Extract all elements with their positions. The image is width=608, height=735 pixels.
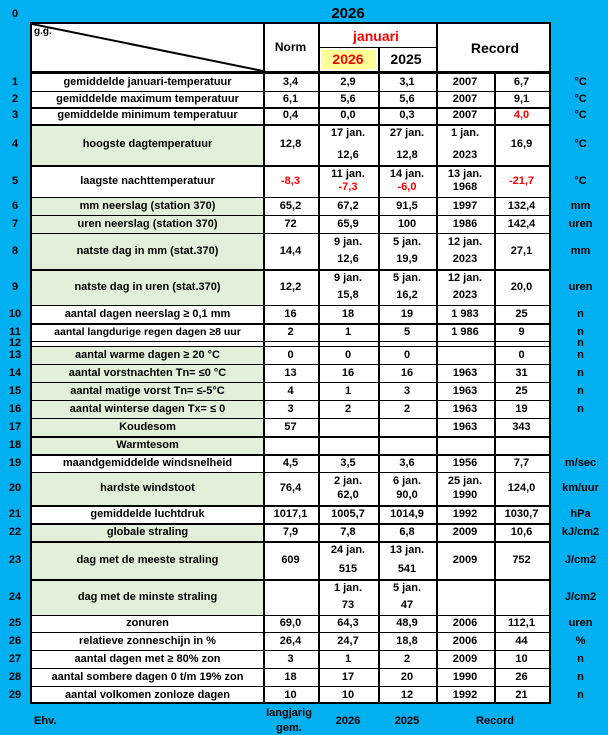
row-label: aantal matige vorst Tn= ≤-5°C (70, 384, 225, 397)
row-number: 18 (8, 438, 22, 451)
row-label: gemiddelde maximum temperatuur (56, 92, 239, 105)
cur-value: 67,2 (337, 199, 359, 212)
month-header: januari (353, 28, 399, 44)
record-value: 6,7 (513, 75, 530, 88)
row-number: 15 (8, 384, 22, 397)
cur-date: 2 jan. (333, 475, 363, 487)
record-value: 19 (515, 402, 528, 415)
row-separator (30, 197, 551, 198)
row-separator (30, 346, 551, 347)
row-separator (30, 472, 551, 473)
row-label: gemiddelde januari-temperatuur (63, 75, 232, 88)
column-separator (494, 73, 496, 704)
row-number: 4 (11, 138, 19, 150)
record-value: 9,1 (513, 92, 530, 105)
row-separator (30, 269, 551, 271)
record-year-value: 1 986 (451, 325, 479, 338)
cur-value: 1 (344, 325, 352, 338)
column-separator (436, 22, 438, 704)
cur-value: 18 (341, 307, 355, 320)
prev-value: 100 (397, 217, 417, 230)
record-year-date: 12 jan. (447, 272, 483, 284)
row-number: 13 (8, 348, 22, 361)
row-label: zonuren (126, 617, 169, 629)
cur-date: 9 jan. (333, 236, 363, 248)
record-value: 20,0 (510, 280, 533, 293)
row-number: 17 (8, 420, 22, 433)
row-label: natste dag in mm (stat.370) (76, 244, 219, 257)
cur-value: 17 (341, 670, 355, 683)
row-number: 19 (8, 456, 22, 469)
row-number: 8 (11, 244, 19, 257)
header-separator (318, 47, 436, 48)
row-label: Warmtesom (116, 438, 179, 451)
row-number: 22 (8, 525, 22, 538)
cur-value: 0,0 (340, 109, 356, 121)
prev-date: 27 jan. (389, 127, 425, 139)
prev-date: 6 jan. (392, 475, 422, 487)
record-year-value: 1963 (452, 384, 478, 397)
prev-value: 5,6 (399, 92, 415, 105)
norm-value: 4,5 (282, 456, 299, 469)
row-separator (30, 382, 551, 383)
record-year-value: 2009 (452, 652, 478, 665)
prev-value: 91,5 (396, 199, 418, 212)
unit-label: n (577, 307, 584, 320)
row-separator (30, 579, 551, 581)
prev-value: 1014,9 (390, 507, 424, 520)
row-separator (30, 686, 551, 687)
record-year-date: 12 jan. (447, 236, 483, 248)
unit-label: J/cm2 (564, 553, 597, 566)
unit-label: uren (568, 617, 593, 629)
row-label: aantal winterse dagen Tx= ≤ 0 (69, 402, 226, 415)
record-year-value: 1986 (452, 217, 478, 230)
row-number: 20 (8, 482, 22, 494)
row-label: aantal sombere dagen 0 t/m 19% zon (51, 670, 244, 683)
record-value: 31 (515, 366, 528, 379)
record-value: 4,0 (513, 109, 530, 121)
unit-label: uren (568, 280, 593, 293)
row-separator (30, 215, 551, 216)
prev-value: 2 (403, 402, 411, 415)
record-value: 1030,7 (504, 507, 539, 520)
prev-value: 0,3 (399, 109, 415, 121)
norm-value: 72 (284, 217, 297, 230)
record-value: 142,4 (507, 217, 536, 230)
row-number: 16 (8, 402, 22, 415)
prev-value: 5 (403, 325, 411, 338)
prev-value: 20 (400, 670, 414, 683)
record-year-value: 2023 (452, 149, 478, 161)
record-year-value: 1963 (452, 402, 478, 415)
prev-value: 3 (403, 384, 411, 397)
record-value: 9 (518, 325, 525, 338)
record-year-value: 1990 (452, 489, 478, 501)
cur-value: -7,3 (338, 181, 358, 193)
row-separator (30, 668, 551, 669)
record-year-value: 1963 (452, 420, 478, 433)
row-label: mm neerslag (station 370) (79, 199, 216, 212)
record-year-date: 1 jan. (450, 127, 480, 139)
unit-label: % (575, 634, 586, 647)
row-number: 25 (8, 617, 22, 629)
norm-value: 12,8 (279, 138, 302, 150)
unit-label: °C (574, 75, 587, 88)
cur-date: 9 jan. (333, 272, 363, 284)
row-number: 28 (8, 670, 22, 683)
row-separator (30, 341, 551, 342)
row-number: 24 (8, 590, 22, 603)
norm-value: 10 (284, 688, 297, 701)
row-separator (30, 650, 551, 651)
norm-value: 0,4 (282, 109, 299, 121)
gg-label: g.g. (34, 26, 52, 37)
row-label: aantal volkomen zonloze dagen (64, 688, 231, 701)
row-label: relatieve zonneschijn in % (79, 634, 216, 647)
cur-value: 12,6 (337, 253, 359, 265)
prev-date: 13 jan. (389, 544, 425, 556)
cur-value: 16 (341, 366, 355, 379)
cur-value: 0 (344, 348, 352, 361)
row-label: dag met de meeste straling (76, 553, 219, 566)
norm-header: Norm (274, 40, 307, 54)
prev-value: 18,8 (396, 634, 418, 647)
prev-value: 16 (400, 366, 414, 379)
footer-prev: 2025 (394, 715, 420, 727)
row-number: 2 (11, 92, 19, 105)
record-year-value: 2023 (452, 253, 478, 265)
record-value: 7,7 (513, 456, 530, 469)
row-number: 29 (8, 688, 22, 701)
record-year-value: 2007 (452, 75, 478, 88)
unit-label: n (577, 337, 584, 349)
norm-value: 609 (281, 553, 300, 566)
cur-value: 7,8 (340, 525, 356, 538)
cur-value: 10 (341, 688, 355, 701)
prev-value: -6,0 (397, 181, 417, 193)
norm-value: 6,1 (282, 92, 299, 105)
prev-value: 47 (400, 599, 414, 611)
unit-label: km/uur (562, 482, 599, 494)
record-year-value: 1997 (452, 199, 478, 212)
norm-value: 16 (284, 307, 297, 320)
footer-record: Record (476, 715, 514, 727)
cur-value: 1 (344, 384, 352, 397)
norm-value: 7,9 (282, 525, 299, 538)
record-value: 0 (518, 348, 525, 361)
row-label: aantal dagen met ≥ 80% zon (74, 652, 221, 665)
cur-value: 62,0 (337, 489, 359, 501)
row-separator (30, 418, 551, 419)
record-value: 25 (515, 384, 528, 397)
record-value: 112,1 (508, 617, 535, 629)
unit-label: °C (574, 92, 587, 105)
footer-ehv: Ehv. (34, 715, 57, 727)
row-separator (30, 615, 551, 616)
unit-label: mm (570, 199, 591, 212)
row-separator (30, 400, 551, 401)
year-prev-header: 2025 (390, 51, 422, 67)
record-value: 21 (515, 688, 528, 701)
unit-label: n (577, 366, 584, 379)
cur-value: 515 (338, 563, 358, 575)
footer-norm-line2: gem. (276, 722, 302, 734)
unit-label: n (577, 325, 584, 338)
norm-value: 76,4 (279, 482, 302, 494)
row-label: laagste nachttemperatuur (80, 174, 215, 187)
record-value: 26 (515, 670, 528, 683)
unit-label: n (577, 688, 584, 701)
cur-value: 5,6 (340, 92, 356, 105)
header-bottom-line (30, 71, 551, 73)
row-separator (30, 632, 551, 633)
row-number: 27 (8, 652, 22, 665)
record-value: 10 (515, 652, 528, 665)
record-year-value: 2007 (452, 109, 478, 121)
prev-date: 5 jan. (392, 272, 422, 284)
row-number: 26 (8, 634, 22, 647)
row-label: uren neerslag (station 370) (77, 217, 218, 230)
norm-value: 18 (284, 670, 297, 683)
norm-value: 4 (287, 384, 294, 397)
row-label: aantal langdurige regen dagen ≥8 uur (54, 325, 241, 338)
cur-value: 2,9 (340, 75, 356, 88)
row-label: hoogste dagtemperatuur (82, 138, 213, 150)
norm-value: 14,4 (279, 244, 302, 257)
norm-value: 13 (284, 366, 297, 379)
row-separator (30, 364, 551, 365)
cur-value: 15,8 (337, 289, 359, 301)
record-year-value: 1963 (452, 366, 478, 379)
record-year-value: 2006 (452, 634, 478, 647)
year-title: 2026 (331, 5, 365, 22)
row-number: 5 (11, 174, 19, 187)
record-year-value: 1968 (452, 181, 478, 193)
row-separator (30, 541, 551, 543)
unit-label: n (577, 402, 584, 415)
record-value: 44 (515, 634, 528, 647)
row-separator (30, 305, 551, 306)
row-label: maandgemiddelde windsnelheid (62, 456, 233, 469)
unit-label: hPa (570, 507, 591, 520)
record-year-value: 1992 (452, 688, 478, 701)
record-year-value: 2009 (452, 525, 478, 538)
cur-date: 17 jan. (330, 127, 366, 139)
row-label: aantal dagen neerslag ≥ 0,1 mm (64, 307, 231, 320)
cur-value: 2 (344, 402, 352, 415)
column-separator (263, 22, 265, 704)
cur-value: 1 (344, 652, 352, 665)
row-separator (30, 73, 551, 74)
year-cur-header: 2026 (332, 51, 364, 67)
prev-value: 541 (397, 563, 417, 575)
record-value: 752 (512, 553, 531, 566)
norm-value: 3 (287, 652, 294, 665)
unit-label: °C (574, 174, 587, 187)
record-year-value: 2007 (452, 92, 478, 105)
unit-label: °C (574, 109, 587, 121)
row-label: natste dag in uren (stat.370) (74, 280, 221, 293)
record-year-value: 2009 (452, 553, 478, 566)
record-value: 16,9 (510, 138, 533, 150)
record-year-value: 2023 (452, 289, 478, 301)
unit-label: J/cm2 (564, 590, 597, 603)
row-number: 23 (8, 553, 22, 566)
record-value: 124,0 (507, 482, 536, 494)
record-year-value: 1956 (452, 456, 478, 469)
norm-value: 1017,1 (273, 507, 308, 520)
row-number: 21 (8, 507, 22, 520)
norm-value: 26,4 (279, 634, 302, 647)
row-separator (30, 233, 551, 234)
prev-value: 12 (400, 688, 414, 701)
prev-value: 90,0 (396, 489, 418, 501)
unit-label: n (577, 652, 584, 665)
record-year-date: 25 jan. (447, 475, 483, 487)
unit-label: m/sec (564, 456, 597, 469)
record-value: 10,6 (510, 525, 533, 538)
footer-cur: 2026 (335, 715, 361, 727)
cur-date: 1 jan. (333, 582, 363, 594)
prev-date: 14 jan. (389, 168, 425, 180)
prev-value: 19 (400, 307, 414, 320)
prev-value: 6,8 (399, 525, 415, 538)
unit-label: uren (568, 217, 593, 230)
prev-date: 5 jan. (392, 236, 422, 248)
row-number: 9 (11, 280, 19, 293)
unit-label: mm (570, 244, 591, 257)
prev-value: 48,9 (396, 617, 418, 629)
row-label: hardste windstoot (100, 482, 195, 494)
row-label: globale straling (106, 525, 189, 538)
record-value: -21,7 (508, 174, 535, 187)
row-number: 7 (11, 217, 19, 230)
row-label: dag met de minste straling (77, 590, 218, 603)
record-year-value: 1992 (452, 507, 478, 520)
norm-value: 3,4 (282, 75, 299, 88)
cur-value: 65,9 (337, 217, 359, 230)
record-year-value: 1990 (452, 670, 478, 683)
row-number: 10 (8, 307, 22, 320)
unit-label: n (577, 670, 584, 683)
row-number: 1 (11, 75, 19, 88)
norm-value: 2 (287, 325, 294, 338)
norm-value: 69,0 (279, 617, 302, 629)
cur-date: 24 jan. (330, 544, 366, 556)
unit-label: n (577, 348, 584, 361)
norm-value: 3 (287, 402, 294, 415)
prev-value: 12,8 (396, 149, 418, 161)
footer-norm-line1: langjarig (266, 707, 312, 719)
norm-value: 57 (284, 420, 297, 433)
row-number: 14 (8, 366, 22, 379)
record-header: Record (470, 40, 520, 56)
cur-value: 73 (341, 599, 355, 611)
norm-value: -8,3 (281, 174, 300, 187)
prev-value: 3,6 (399, 456, 415, 469)
header-diagonal-line (32, 24, 263, 71)
row-separator (30, 165, 551, 167)
row-number-0: 0 (11, 8, 19, 20)
cur-value: 12,6 (337, 149, 359, 161)
unit-label: kJ/cm2 (561, 525, 600, 538)
row-label: aantal vorstnachten Tn= ≤0 °C (68, 366, 227, 379)
cur-value: 1005,7 (331, 507, 365, 520)
cur-value: 3,5 (340, 456, 356, 469)
row-number: 12 (8, 337, 22, 349)
record-value: 27,1 (510, 244, 533, 257)
prev-value: 19,9 (396, 253, 418, 265)
row-label: aantal warme dagen ≥ 20 °C (75, 348, 220, 361)
prev-value: 3,1 (399, 75, 415, 88)
cur-date: 11 jan. (331, 168, 365, 180)
row-number: 3 (11, 109, 19, 121)
row-separator (30, 124, 551, 126)
record-year-date: 13 jan. (447, 168, 483, 180)
prev-value: 16,2 (396, 289, 418, 301)
row-label: gemiddelde luchtdruk (90, 507, 205, 520)
norm-value: 65,2 (279, 199, 302, 212)
column-separator (318, 22, 320, 704)
cur-value: 24,7 (337, 634, 359, 647)
column-separator (378, 47, 380, 704)
row-label: gemiddelde minimum temperatuur (57, 109, 238, 121)
unit-label: °C (574, 138, 587, 150)
row-number: 6 (11, 199, 19, 212)
record-year-value: 1 983 (451, 307, 479, 320)
prev-value: 0 (403, 348, 411, 361)
record-value: 343 (512, 420, 531, 433)
unit-label: n (577, 384, 584, 397)
row-label: Koudesom (119, 420, 176, 433)
norm-value: 0 (287, 348, 294, 361)
record-year-value: 2006 (452, 617, 478, 629)
prev-date: 5 jan. (392, 582, 422, 594)
record-value: 25 (515, 307, 528, 320)
record-value: 132,4 (507, 199, 536, 212)
row-number: 11 (9, 325, 21, 338)
norm-value: 12,2 (279, 280, 302, 293)
prev-value: 2 (403, 652, 411, 665)
cur-value: 64,3 (337, 617, 359, 629)
